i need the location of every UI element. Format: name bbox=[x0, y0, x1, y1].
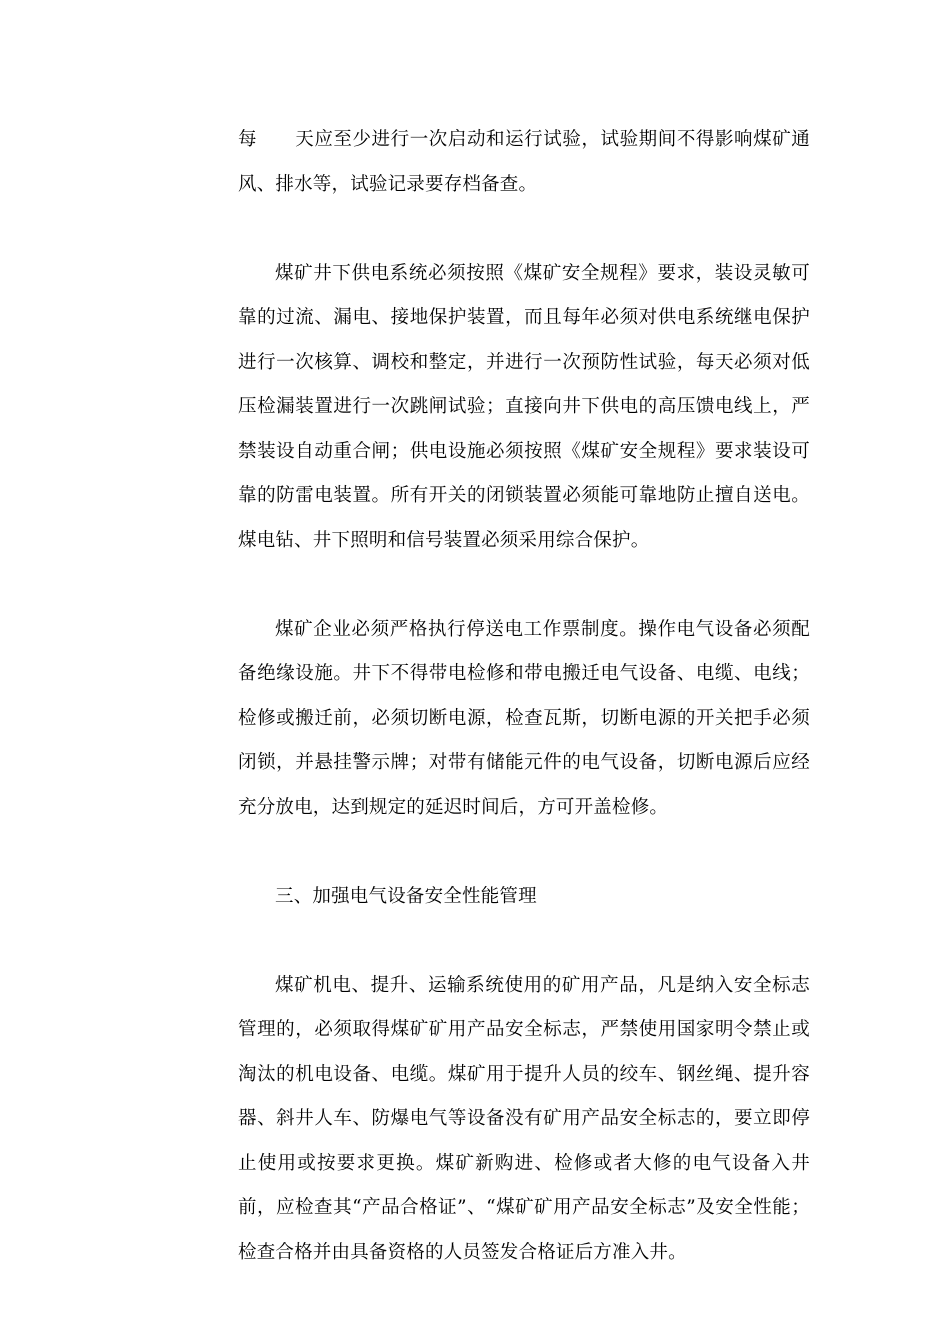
paragraph-safety-marking: 煤矿机电、提升、运输系统使用的矿用产品，凡是纳入安全标志管理的，必须取得煤矿矿用产品安全标志，严禁使用国家明令禁止或淘汰的机电设备、电缆。煤矿用于提升人员的绞车、钢丝绳、提升容器、斜井人车、防爆电气等设备没有矿用产品安全标志的，要立即停止使用或按要求更换。煤矿新购进、检修或者大修的电气设备入井前，应检查其“产品合格证”、“煤矿矿用产品安全标志”及安全性能；检查合格并由具备资格的人员签发合格证后方准入井。 bbox=[238, 974, 810, 1263]
paragraph-work-permit-system: 煤矿企业必须严格执行停送电工作票制度。操作电气设备必须配备绝缘设施。井下不得带电检修和带电搬迁电气设备、电缆、电线；检修或搬迁前，必须切断电源，检查瓦斯，切断电源的开关把手必须闭锁，并悬挂警示牌；对带有储能元件的电气设备，切断电源后应经充分放电，达到规定的延迟时间后，方可开盖检修。 bbox=[238, 618, 810, 818]
document-body bbox=[238, 118, 810, 1320]
section-heading: 三、加强电气设备安全性能管理 bbox=[275, 885, 537, 907]
paragraph-continuation: 每 天应至少进行一次启动和运行试验，试验期间不得影响煤矿通风、排水等，试验记录要存档备查。 bbox=[238, 129, 810, 195]
paragraph-power-supply-protection: 煤矿井下供电系统必须按照《煤矿安全规程》要求，装设灵敏可靠的过流、漏电、接地保护装置，而且每年必须对供电系统继电保护进行一次核算、调校和整定，并进行一次预防性试验，每天必须对低压检漏装置进行一次跳闸试验；直接向井下供电的高压馈电线上，严禁装设自动重合闸；供电设施必须按照《煤矿安全规程》要求装设可靠的防雷电装置。所有开关的闭锁装置必须能可靠地防止擅自送电。煤电钻、井下照明和信号装置必须采用综合保护。 bbox=[238, 262, 810, 551]
